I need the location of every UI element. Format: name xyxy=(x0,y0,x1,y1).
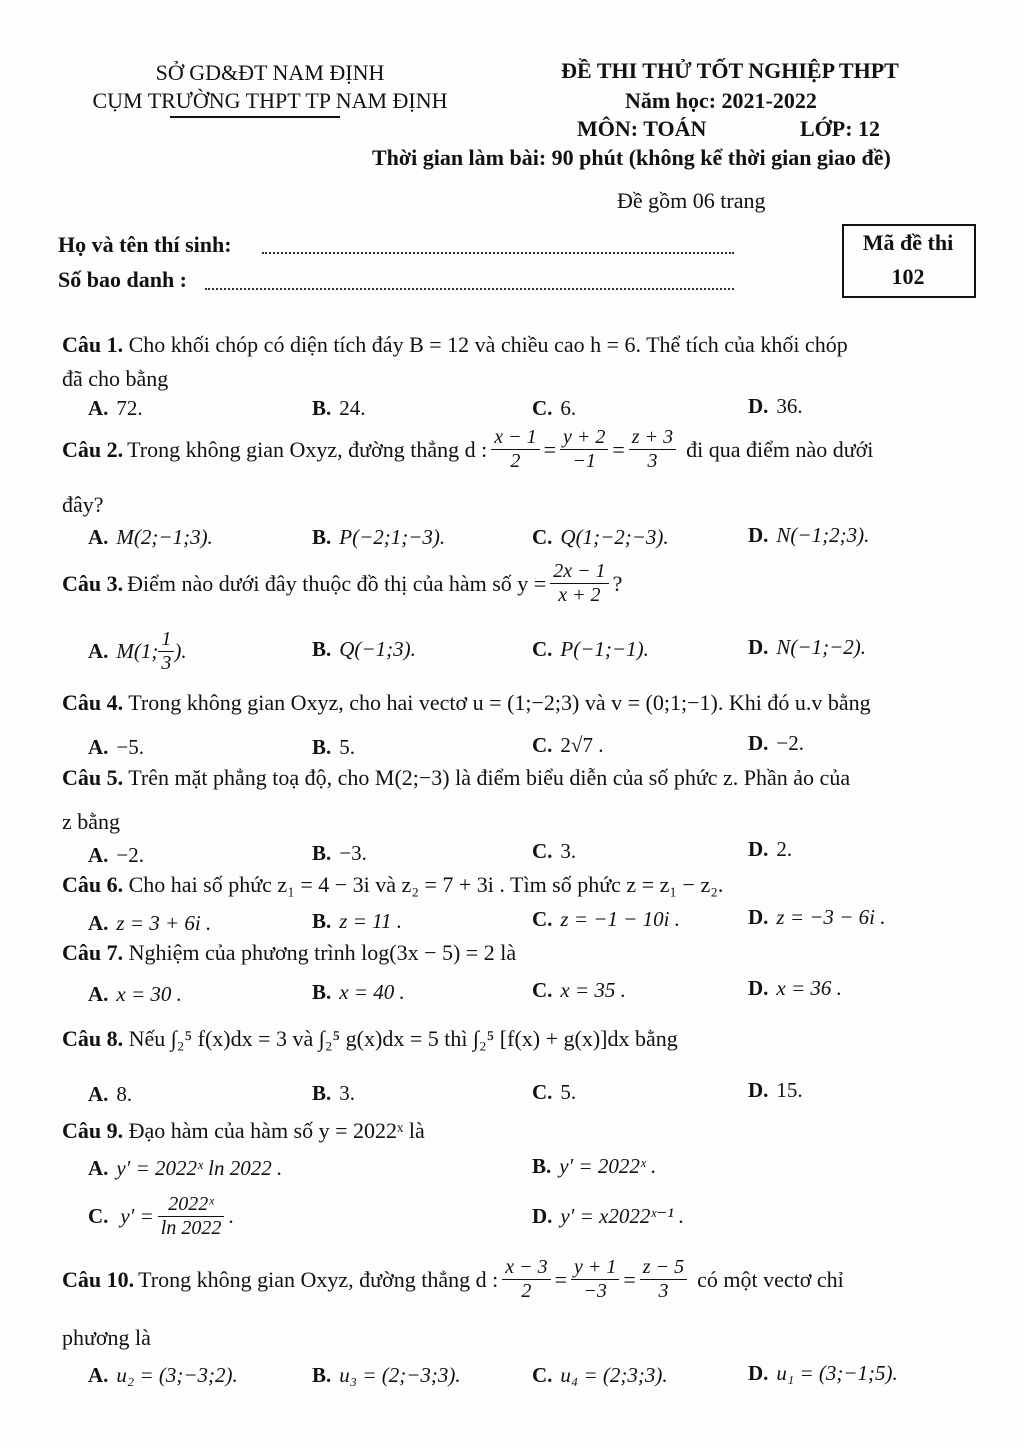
question-2: Câu 2. Trong không gian Oxyz, đường thẳng d : $\frac{x - 1}{2}$ = $\frac{y + 2}{-1}$ = $\frac{z + 3}{3}$ đi qua điểm nào dưới xyxy=(62,426,874,472)
question-text: Nếu ∫₂⁵ f(x)dx = 3 và ∫₂⁵ g(x)dx = 5 thì ∫₂⁵ [f(x) + g(x)]dx bằng xyxy=(128,1026,678,1051)
q3-option-b[interactable]: B. Q(−1;3). xyxy=(312,637,416,661)
question-5-line2: z bằng xyxy=(62,809,121,834)
question-3: Câu 3. Điểm nào dưới đây thuộc đồ thị của hàm số y = $\frac{2x - 1}{x + 2}$ ? xyxy=(62,560,623,606)
fraction: $\frac{x - 1}{2}$ xyxy=(491,426,539,473)
question-label: Câu 1. xyxy=(62,332,124,357)
q9-option-c[interactable]: C. y′ = $\frac{\text{2022ˣ}}{\ln 2022}$ . xyxy=(88,1193,234,1239)
question-text: Cho khối chóp có diện tích đáy B = 12 và chiều cao h = 6. Thể tích của khối chóp xyxy=(128,332,848,357)
question-5 xyxy=(62,765,850,791)
page-count: Đề gồm 06 trang xyxy=(617,188,766,213)
exam-code-value: 102 xyxy=(891,264,925,289)
q8-option-c[interactable]: C. 5. xyxy=(532,1080,577,1104)
question-label: Câu 7. xyxy=(62,940,124,965)
q7-option-c[interactable]: C. x = 35 . xyxy=(532,978,626,1002)
q2-option-d[interactable]: D. N(−1;2;3). xyxy=(748,523,870,547)
q9-option-a[interactable]: A. y′ = 2022ˣ ln 2022 . xyxy=(88,1156,283,1180)
question-text: Trong không gian Oxyz, đường thẳng d : xyxy=(138,1266,499,1292)
q2-option-c[interactable]: C. Q(1;−2;−3). xyxy=(532,525,669,549)
question-label: Câu 5. xyxy=(62,765,124,790)
question-label: Câu 2. xyxy=(62,436,124,462)
question-label: Câu 6. xyxy=(62,872,124,897)
question-label: Câu 9. xyxy=(62,1118,124,1143)
q3-option-a[interactable]: A. M(1; $\frac{1}{3}$ ). xyxy=(88,628,187,674)
q10-option-b[interactable]: B. u₃ = (2;−3;3). xyxy=(312,1363,461,1387)
question-1 xyxy=(62,332,848,358)
q6-option-b[interactable]: B. z = 11 . xyxy=(312,909,403,933)
question-4 xyxy=(62,690,871,716)
fraction: $\frac{z - 5}{3}$ xyxy=(640,1256,687,1303)
name-label: Họ và tên thí sinh: xyxy=(58,232,232,257)
question-text: Cho hai số phức z₁ = 4 − 3i và z₂ = 7 + 3i . Tìm số phức z = z₁ − z₂. xyxy=(128,872,724,897)
fraction: $\frac{2x - 1}{x + 2}$ xyxy=(550,560,608,607)
question-text: Nghiệm của phương trình log(3x − 5) = 2 là xyxy=(128,940,517,965)
cluster-underline xyxy=(170,116,340,118)
school-year: Năm học: 2021-2022 xyxy=(625,88,817,113)
grade: LỚP: 12 xyxy=(800,116,881,141)
q4-option-a[interactable]: A. −5. xyxy=(88,735,145,759)
q4-option-c[interactable]: C. 2√7 . xyxy=(532,733,604,757)
q10-option-d[interactable]: D. u₁ = (3;−1;5). xyxy=(748,1361,898,1385)
question-text-end: có một vectơ chỉ xyxy=(697,1266,844,1292)
q5-option-d[interactable]: D. 2. xyxy=(748,837,793,861)
q6-option-d[interactable]: D. z = −3 − 6i . xyxy=(748,905,886,929)
q4-option-d[interactable]: D. −2. xyxy=(748,731,805,755)
q8-option-b[interactable]: B. 3. xyxy=(312,1081,356,1105)
q2-option-a[interactable]: A. M(2;−1;3). xyxy=(88,525,213,549)
q10-option-c[interactable]: C. u₄ = (2;3;3). xyxy=(532,1363,668,1387)
q3-option-d[interactable]: D. N(−1;−2). xyxy=(748,635,866,659)
q9-option-d[interactable]: D. y′ = x2022ˣ⁻¹ . xyxy=(532,1204,685,1228)
question-text: Trong không gian Oxyz, đường thẳng d : xyxy=(127,436,488,462)
id-label: Số bao danh : xyxy=(58,267,188,292)
q4-option-b[interactable]: B. 5. xyxy=(312,735,356,759)
q10-option-a[interactable]: A. u₂ = (3;−3;2). xyxy=(88,1363,238,1387)
question-label: Câu 10. xyxy=(62,1266,135,1292)
id-dotted-line xyxy=(205,288,734,290)
q7-option-b[interactable]: B. x = 40 . xyxy=(312,980,405,1004)
q5-option-c[interactable]: C. 3. xyxy=(532,839,577,863)
dept-name: SỞ GD&ĐT NAM ĐỊNH xyxy=(155,60,385,85)
fraction: $\frac{\text{2022ˣ}}{\ln 2022}$ xyxy=(158,1193,225,1240)
q5-option-b[interactable]: B. −3. xyxy=(312,841,367,865)
question-1-line2: đã cho bằng xyxy=(62,366,169,391)
q7-option-a[interactable]: A. x = 30 . xyxy=(88,982,182,1006)
fraction: $\frac{1}{3}$ xyxy=(158,628,174,675)
q6-option-a[interactable]: A. z = 3 + 6i . xyxy=(88,911,212,935)
question-6 xyxy=(62,872,723,898)
fraction: $\frac{y + 2}{-1}$ xyxy=(560,426,608,473)
q8-option-a[interactable]: A. 8. xyxy=(88,1082,133,1106)
question-text: Đạo hàm của hàm số y = 2022ˣ là xyxy=(128,1118,425,1143)
q1-option-b[interactable]: B. 24. xyxy=(312,396,366,420)
q9-option-b[interactable]: B. y′ = 2022ˣ . xyxy=(532,1154,657,1178)
question-2-line2: đây? xyxy=(62,492,104,517)
fraction: $\frac{z + 3}{3}$ xyxy=(629,426,676,473)
question-text: Trên mặt phẳng toạ độ, cho M(2;−3) là điểm biểu diễn của số phức z. Phần ảo của xyxy=(128,765,851,790)
question-text-end: đi qua điểm nào dưới xyxy=(686,436,874,462)
q6-option-c[interactable]: C. z = −1 − 10i . xyxy=(532,907,680,931)
question-8 xyxy=(62,1026,678,1052)
time-limit: Thời gian làm bài: 90 phút (không kể thời gian giao đề) xyxy=(372,145,891,170)
exam-code-label: Mã đề thi xyxy=(862,230,954,255)
q3-option-c[interactable]: C. P(−1;−1). xyxy=(532,637,649,661)
question-text: Trong không gian Oxyz, cho hai vectơ u = (1;−2;3) và v = (0;1;−1). Khi đó u.v bằng xyxy=(128,690,871,715)
fraction: $\frac{y + 1}{-3}$ xyxy=(571,1256,619,1303)
question-10: Câu 10. Trong không gian Oxyz, đường thẳng d : $\frac{x - 3}{2}$ = $\frac{y + 1}{-3}$ = $\frac{z - 5}{3}$ có một vectơ chỉ xyxy=(62,1256,844,1302)
q8-option-d[interactable]: D. 15. xyxy=(748,1078,803,1102)
name-dotted-line xyxy=(262,252,734,254)
question-label: Câu 4. xyxy=(62,690,124,715)
subject: MÔN: TOÁN xyxy=(577,116,707,141)
q7-option-d[interactable]: D. x = 36 . xyxy=(748,976,842,1000)
question-label: Câu 8. xyxy=(62,1026,124,1051)
question-10-line2: phương là xyxy=(62,1325,151,1350)
q2-option-b[interactable]: B. P(−2;1;−3). xyxy=(312,525,446,549)
question-label: Câu 3. xyxy=(62,570,124,596)
question-text: Điểm nào dưới đây thuộc đồ thị của hàm số y = xyxy=(127,570,547,596)
q1-option-d[interactable]: D. 36. xyxy=(748,394,803,418)
cluster-name: CỤM TRƯỜNG THPT TP NAM ĐỊNH xyxy=(92,88,448,113)
question-9 xyxy=(62,1118,425,1144)
q1-option-c[interactable]: C. 6. xyxy=(532,396,577,420)
q5-option-a[interactable]: A. −2. xyxy=(88,843,145,867)
question-7 xyxy=(62,940,516,966)
exam-title: ĐỀ THI THỬ TỐT NGHIỆP THPT xyxy=(561,58,899,83)
fraction: $\frac{x - 3}{2}$ xyxy=(502,1256,550,1303)
q1-option-a[interactable]: A. 72. xyxy=(88,396,143,420)
